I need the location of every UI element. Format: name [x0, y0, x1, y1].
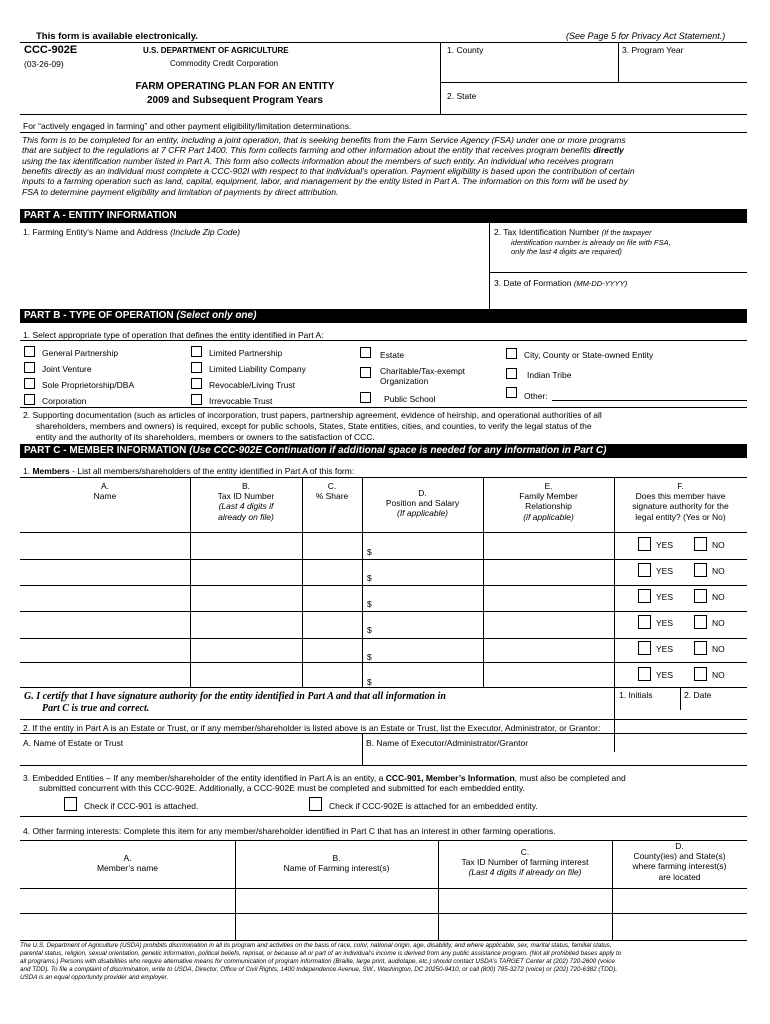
irrevocable-trust-checkbox[interactable]	[191, 394, 202, 405]
indian-tribe-label: Indian Tribe	[527, 370, 572, 380]
part-c-heading: PART C - MEMBER INFORMATION (Use CCC-902E Continuation if additional space is needed for any information in Part C)	[20, 444, 747, 458]
member-6-yes-checkbox[interactable]	[638, 667, 651, 681]
limited-partnership-label: Limited Partnership	[209, 348, 283, 358]
revocable-trust-checkbox[interactable]	[191, 378, 202, 389]
salary-dollar-sign: $	[367, 652, 372, 662]
program-year-field[interactable]: 3. Program Year	[622, 45, 684, 55]
member-3-yes-checkbox[interactable]	[638, 589, 651, 603]
yes-label: YES	[656, 592, 674, 602]
corporation-label: Corporation	[42, 396, 87, 406]
county-field[interactable]: 1. County	[447, 45, 484, 55]
city-county-checkbox[interactable]	[506, 348, 517, 359]
privacy-note: (See Page 5 for Privacy Act Statement.)	[566, 31, 726, 41]
irrevocable-trust-label: Irrevocable Trust	[209, 396, 273, 406]
salary-dollar-sign: $	[367, 599, 372, 609]
supporting-documentation-note: 2. Supporting documentation (such as articles of incorporation, trust papers, partnership agreement, evidence of heirship, and operational authorities of all shareholders, members and owners) is required, except for public schools, States, State entities, cities, and counties, to verify the legal status of the entity and the authority of its shareholders, members or owners to the satisfaction of CCC.	[23, 410, 602, 443]
member-3-no-checkbox[interactable]	[694, 589, 707, 603]
state-field[interactable]: 2. State	[447, 91, 477, 101]
salary-dollar-sign: $	[367, 547, 372, 557]
col-a-header: A. Name	[93, 481, 117, 502]
llc-label: Limited Liability Company	[209, 364, 306, 374]
form-number: CCC-902E	[24, 44, 78, 56]
member-name-header: A. Member’s name	[96, 853, 159, 874]
charitable-label: Charitable/Tax-exempt Organization	[380, 366, 466, 387]
initials-field[interactable]: 1. Initials	[619, 690, 653, 700]
tax-id-hint: identification number is already on file with FSA, only the last 4 digits are required)	[511, 238, 671, 256]
other-farming-interests-note: 4. Other farming interests: Complete this item for any member/shareholder identified in Part C that has an interest in other farming operations.	[23, 826, 556, 836]
farming-interest-location-header: D. County(ies) and State(s) where farming interest(s) are located	[632, 841, 727, 882]
form-date: (03-26-09)	[24, 59, 64, 69]
estate-trust-name-field[interactable]: A. Name of Estate or Trust	[23, 738, 124, 748]
member-1-no-checkbox[interactable]	[694, 537, 707, 551]
city-county-label: City, County or State-owned Entity	[524, 350, 654, 360]
part-b-heading: PART B - TYPE OF OPERATION (Select only one)	[20, 309, 747, 323]
indian-tribe-checkbox[interactable]	[506, 368, 517, 379]
sole-proprietorship-checkbox[interactable]	[24, 378, 35, 389]
llc-checkbox[interactable]	[191, 362, 202, 373]
salary-dollar-sign: $	[367, 573, 372, 583]
member-2-no-checkbox[interactable]	[694, 563, 707, 577]
col-b-header: B. Tax ID Number (Last 4 digits if already on file)	[217, 481, 275, 522]
joint-venture-label: Joint Venture	[42, 364, 92, 374]
members-instruction: 1. Members - List all members/shareholders of the entity identified in Part A of this form:	[23, 466, 355, 476]
entity-name-address-field[interactable]: 1. Farming Entity's Name and Address (Include Zip Code)	[23, 227, 241, 237]
ccc-901-attached-checkbox[interactable]	[64, 797, 77, 811]
estate-checkbox[interactable]	[360, 347, 371, 358]
nondiscrimination-statement: The U.S. Department of Agriculture (USDA) prohibits discrimination in all its program and activities on the basis of race, color, national origin, age, disability, and where applicable, sex, marital status, familial status, parental status, religion, sexual orientation, genetic information, political beliefs, reprisal, or because all or part of an individual’s income is derived from any public assistance program. (Not all prohibited bases apply to all programs.) Persons with disabilities who require alternative means for communication of program information (Braille, large print, audiotape, etc.) should contact USDA’s TARGET Center at (202) 720-2600 (voice and TDD). To file a complaint of discrimination, write to USDA, Director, Office of Civil Rights, 1400 Independence Avenue, SW., Washington, DC 20250-9410, or call (800) 795-3272 (voice) or (202) 720-6382 (TDD). USDA is an equal opportunity provider and employer.	[20, 942, 622, 981]
general-partnership-checkbox[interactable]	[24, 346, 35, 357]
other-label: Other:	[524, 391, 548, 401]
member-4-no-checkbox[interactable]	[694, 615, 707, 629]
electronic-availability-note: This form is available electronically.	[36, 31, 198, 42]
member-6-no-checkbox[interactable]	[694, 667, 707, 681]
ccc-901-attached-label: Check if CCC-901 is attached.	[84, 801, 199, 811]
col-e-header: E. Family Member Relationship (if applicable)	[519, 481, 578, 522]
yes-label: YES	[656, 670, 674, 680]
embedded-entities-note: 3. Embedded Entities – If any member/shareholder of the entity identified in Part A is an entity, a CCC-901, Member’s Information, must also be completed and submitted concurrent with this CCC-902E. Additionally, a CCC-902E must be completed and submitted for each embedded entity.	[23, 773, 626, 794]
executor-name-field[interactable]: B. Name of Executor/Administrator/Grantor	[366, 738, 529, 748]
member-4-yes-checkbox[interactable]	[638, 615, 651, 629]
no-label: NO	[712, 644, 725, 654]
col-c-header: C. % Share	[315, 481, 349, 502]
other-checkbox[interactable]	[506, 387, 517, 398]
ccc-902e-attached-checkbox[interactable]	[309, 797, 322, 811]
no-label: NO	[712, 670, 725, 680]
farming-interest-tin-header: C. Tax ID Number of farming interest (Last 4 digits if already on file)	[461, 847, 589, 878]
yes-label: YES	[656, 618, 674, 628]
form-title: FARM OPERATING PLAN FOR AN ENTITY 2009 and Subsequent Program Years	[135, 81, 335, 106]
no-label: NO	[712, 618, 725, 628]
part-a-heading: PART A - ENTITY INFORMATION	[20, 209, 747, 223]
charitable-checkbox[interactable]	[360, 367, 371, 378]
revocable-trust-label: Revocable/Living Trust	[209, 380, 295, 390]
date-field[interactable]: 2. Date	[684, 690, 712, 700]
estate-label: Estate	[380, 350, 405, 360]
col-f-header: F. Does this member have signature authority for the legal entity? (Yes or No)	[632, 481, 729, 522]
yes-label: YES	[656, 566, 674, 576]
member-5-no-checkbox[interactable]	[694, 641, 707, 655]
agency-name: Commodity Credit Corporation	[170, 59, 279, 68]
corporation-checkbox[interactable]	[24, 394, 35, 405]
department-name: U.S. DEPARTMENT OF AGRICULTURE	[143, 46, 289, 55]
member-2-yes-checkbox[interactable]	[638, 563, 651, 577]
no-label: NO	[712, 592, 725, 602]
no-label: NO	[712, 540, 725, 550]
estate-trust-question: 2. If the entity in Part A is an Estate or Trust, or if any member/shareholder is listed above is an Estate or Trust, list the Executor, Administrator, or Grantor:	[23, 723, 601, 733]
tax-id-field[interactable]: 2. Tax Identification Number (If the taxpayer	[494, 227, 652, 237]
intro-paragraph: This form is to be completed for an entity, including a joint operation, that is seeking benefits from the Farm Service Agency (FSA) under one or more programs that are subject to the regulations at 7 CFR Part 1400. This form collects farming and other information about the entity that receives program benefits directly using the tax identification number listed in Part A. This form also collects information about the members of such entity. An individual who receives program benefits directly as an individual must complete a CCC-902I with respect to that individual's operation. Payment eligibility is based upon the contribution of certain inputs to a farming operation such as land, capital, equipment, labor, and management by the entity listed in Part A. The information on this form will be used by FSA to determine payment eligibility and limitation of payments by direct attribution.	[22, 135, 635, 197]
operation-type-question: 1. Select appropriate type of operation that defines the entity identified in Part A:	[23, 330, 324, 340]
general-partnership-label: General Partnership	[42, 348, 119, 358]
yes-label: YES	[656, 540, 674, 550]
joint-venture-checkbox[interactable]	[24, 362, 35, 373]
public-school-label: Public School	[384, 394, 436, 404]
farming-interest-header: B. Name of Farming interest(s)	[283, 853, 390, 874]
yes-label: YES	[656, 644, 674, 654]
date-of-formation-field[interactable]: 3. Date of Formation (MM-DD-YYYY)	[494, 278, 628, 288]
member-1-yes-checkbox[interactable]	[638, 537, 651, 551]
sole-proprietorship-label: Sole Proprietorship/DBA	[42, 380, 135, 390]
salary-dollar-sign: $	[367, 677, 372, 687]
limited-partnership-checkbox[interactable]	[191, 346, 202, 357]
salary-dollar-sign: $	[367, 625, 372, 635]
no-label: NO	[712, 566, 725, 576]
col-d-header: D. Position and Salary (If applicable)	[385, 488, 460, 519]
purpose-statement: For “actively engaged in farming” and other payment eligibility/limitation determinations.	[23, 121, 352, 131]
member-5-yes-checkbox[interactable]	[638, 641, 651, 655]
certification-statement: G. I certify that I have signature authority for the entity identified in Part A and that all information in Part C is true and correct.	[24, 691, 446, 714]
public-school-checkbox[interactable]	[360, 392, 371, 403]
ccc-902e-attached-label: Check if CCC-902E is attached for an embedded entity.	[329, 801, 538, 811]
